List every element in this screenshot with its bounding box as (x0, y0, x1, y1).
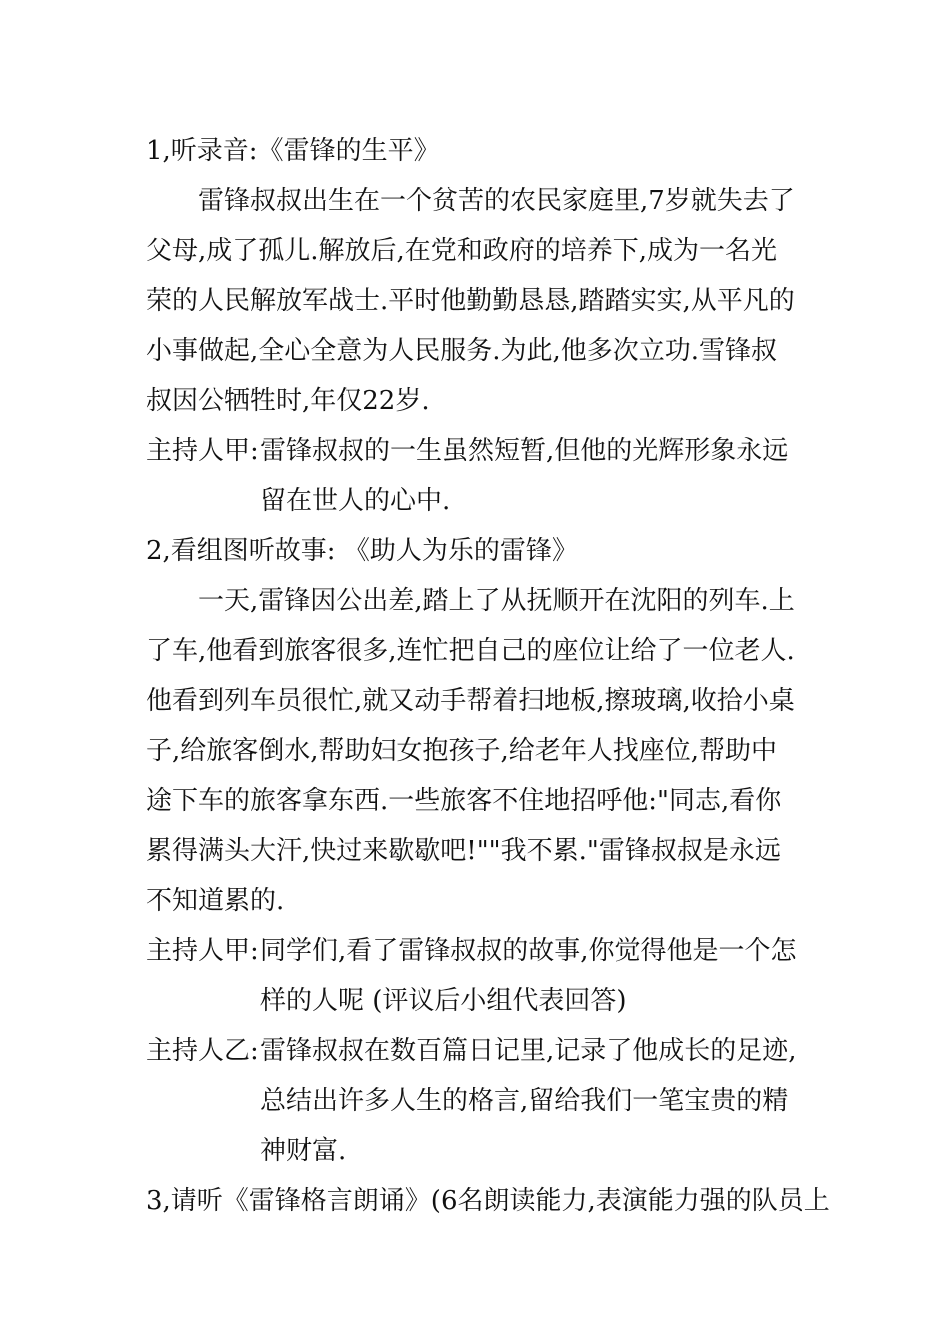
host-a-speaker-label: 主持人甲: (146, 936, 259, 966)
section-2-paragraph-line: 子,给旅客倒水,帮助妇女抱孩子,给老年人找座位,帮助中 (146, 736, 778, 766)
section-1-paragraph-line: 叔因公牺牲时,年仅22岁. (146, 386, 430, 416)
section-2-paragraph-line: 他看到列车员很忙,就又动手帮着扫地板,擦玻璃,收拾小桌 (146, 686, 795, 716)
section-1-paragraph-line: 荣的人民解放军战士.平时他勤勤恳恳,踏踏实实,从平凡的 (146, 286, 795, 316)
section-2-paragraph-line: 不知道累的. (146, 886, 285, 916)
host-a-speaker-label: 主持人甲: (146, 436, 259, 466)
section-2-paragraph-line: 途下车的旅客拿东西.一些旅客不住地招呼他:"同志,看你 (146, 786, 782, 816)
section-3-heading: 3,请听《雷锋格言朗诵》(6名朗读能力,表演能力强的队员上 (146, 1186, 830, 1216)
host-b-remark-line: 总结出许多人生的格言,留给我们一笔宝贵的精 (260, 1086, 789, 1116)
host-b-remark-line: 神财富. (260, 1136, 347, 1166)
section-1-heading: 1,听录音:《雷锋的生平》 (146, 136, 440, 166)
host-b-remark-line: 雷锋叔叔在数百篇日记里,记录了他成长的足迹, (260, 1036, 797, 1066)
section-2-heading: 2,看组图听故事: 《助人为乐的雷锋》 (146, 536, 578, 566)
host-a-remark-line: 样的人呢 (评议后小组代表回答) (260, 986, 627, 1016)
host-a-remark-line: 雷锋叔叔的一生虽然短暂,但他的光辉形象永远 (260, 436, 789, 466)
section-2-paragraph-line: 累得满头大汗,快过来歇歇吧!""我不累."雷锋叔叔是永远 (146, 836, 781, 866)
section-2-paragraph-line: 一天,雷锋因公出差,踏上了从抚顺开在沈阳的列车.上 (198, 586, 795, 616)
host-a-remark-line: 留在世人的心中. (260, 486, 451, 516)
section-1-paragraph-line: 父母,成了孤儿.解放后,在党和政府的培养下,成为一名光 (146, 236, 778, 266)
section-1-paragraph-line: 小事做起,全心全意为人民服务.为此,他多次立功.雪锋叔 (146, 336, 778, 366)
section-2-paragraph-line: 了车,他看到旅客很多,连忙把自己的座位让给了一位老人. (146, 636, 795, 666)
host-b-speaker-label: 主持人乙: (146, 1036, 259, 1066)
section-1-paragraph-line: 雷锋叔叔出生在一个贫苦的农民家庭里,7岁就失去了 (198, 186, 795, 216)
host-a-remark-line: 同学们,看了雷锋叔叔的故事,你觉得他是一个怎 (260, 936, 797, 966)
